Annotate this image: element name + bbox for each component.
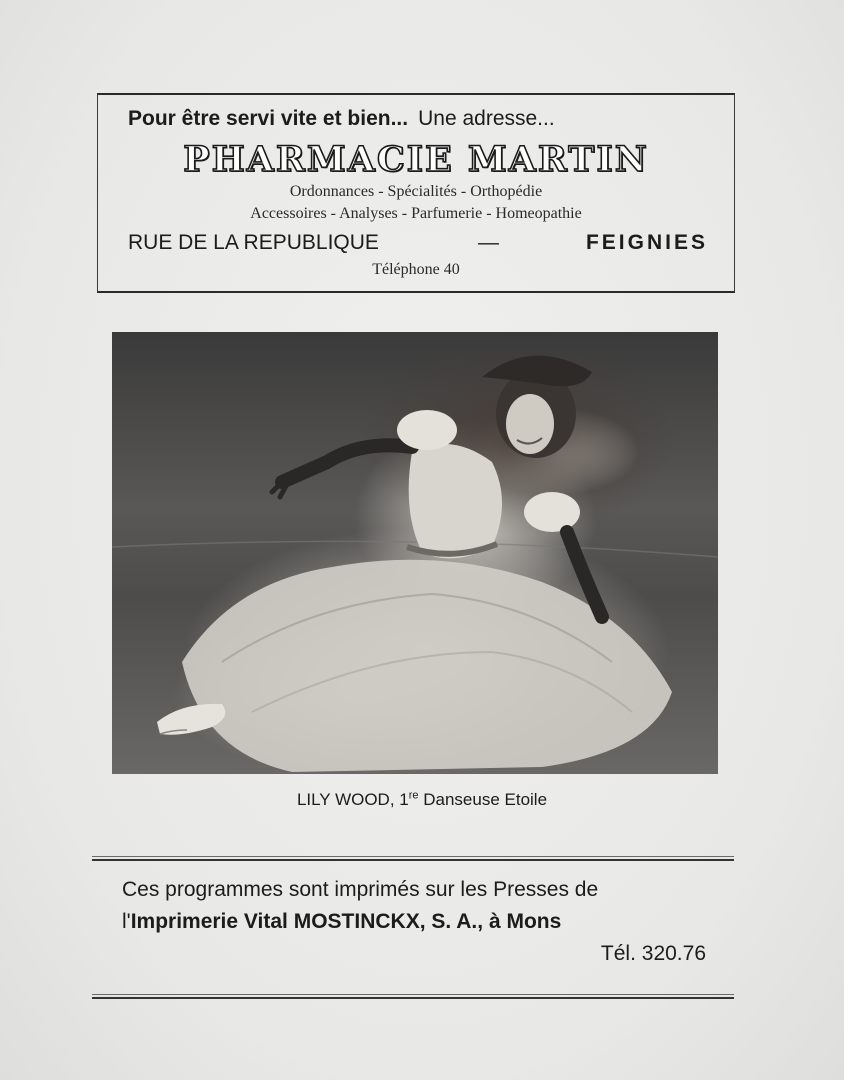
printer-notice bbox=[122, 878, 706, 974]
caption-rest: Danseuse Etoile bbox=[418, 790, 548, 809]
ad-tagline-light: Une adresse... bbox=[418, 107, 555, 130]
city-name: FEIGNIES bbox=[585, 231, 708, 254]
ad-tagline bbox=[128, 107, 708, 131]
services-line-2: Accessoires - Analyses - Parfumerie - Homeopathie bbox=[250, 205, 582, 222]
pharmacy-advertisement bbox=[97, 93, 735, 293]
pharmacy-name: PHARMACIE MARTIN bbox=[183, 139, 649, 180]
bottom-divider bbox=[92, 994, 734, 999]
printer-line-2 bbox=[122, 910, 706, 942]
services-line-1: Ordonnances - Spécialités - Orthopédie bbox=[289, 183, 543, 200]
pharmacy-phone: Téléphone 40 bbox=[372, 261, 460, 278]
printer-name: Imprimerie Vital MOSTINCKX, S. A., à Mons bbox=[130, 910, 562, 933]
printer-line-2-prefix: l' bbox=[122, 910, 131, 933]
printer-line-1: Ces programmes sont imprimés sur les Presses de bbox=[122, 878, 599, 901]
address-dash: — bbox=[478, 231, 499, 254]
dancer-illustration bbox=[112, 332, 718, 774]
dancer-photograph bbox=[112, 332, 718, 774]
top-divider bbox=[92, 856, 734, 861]
ad-tagline-bold: Pour être servi vite et bien... bbox=[128, 107, 409, 130]
caption-name: LILY WOOD, 1 bbox=[296, 790, 409, 809]
photo-caption bbox=[0, 790, 844, 810]
caption-superscript: re bbox=[408, 789, 419, 802]
printer-telephone: Tél. 320.76 bbox=[600, 942, 706, 965]
street-name: RUE DE LA REPUBLIQUE bbox=[128, 231, 379, 254]
